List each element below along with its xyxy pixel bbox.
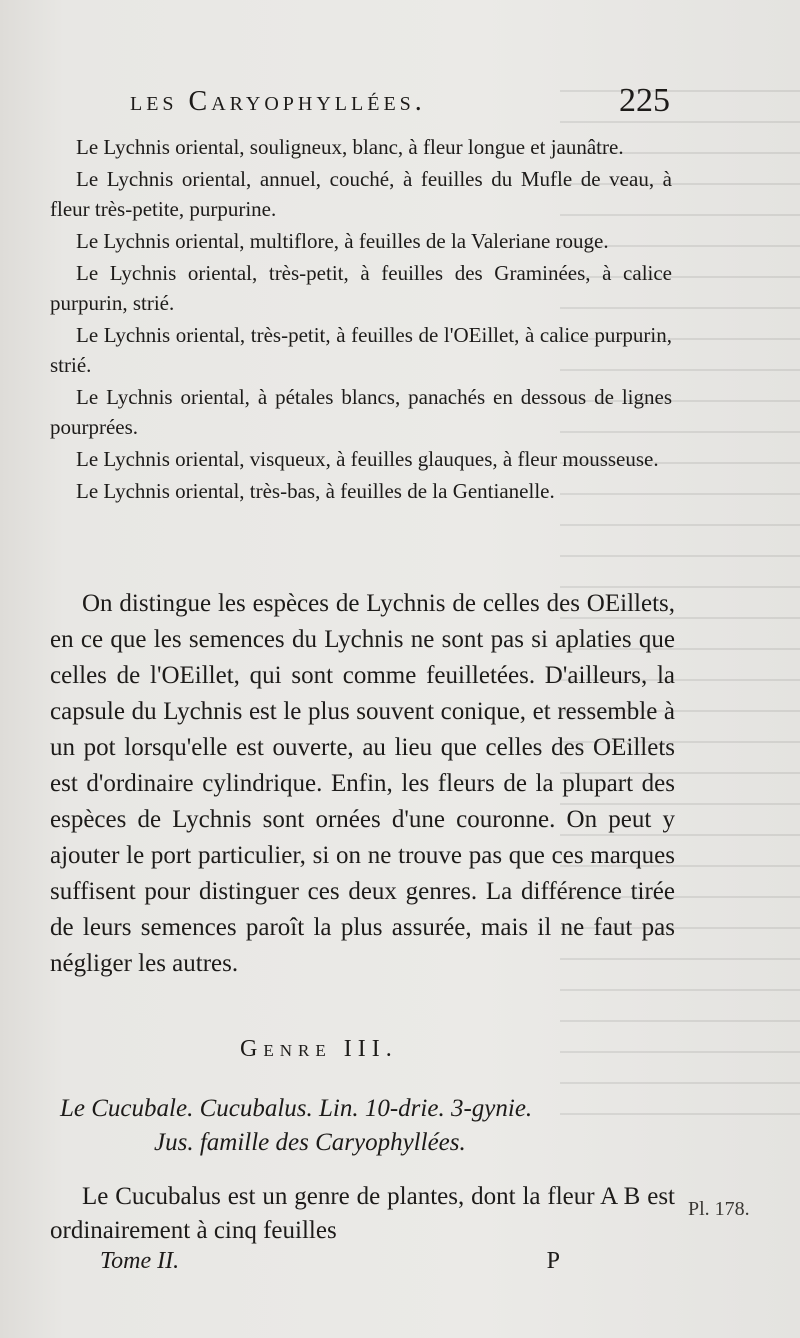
page-number: 225 (619, 82, 670, 119)
genre-heading: Genre III. (240, 1036, 398, 1062)
tome-label: Tome II. (100, 1248, 180, 1274)
species-heading (60, 1092, 680, 1160)
list-item: Le Lychnis oriental, visqueux, à feuilles glauques, à fleur mousseuse. (76, 447, 659, 471)
species-line-1: Le Cucubale. Cucubalus. Lin. 10-drie. 3-gynie. (60, 1095, 533, 1122)
page-header (130, 82, 670, 122)
list-item: Le Lychnis oriental, très-bas, à feuilles de la Gentianelle. (76, 479, 555, 503)
list-item: Le Lychnis oriental, très-petit, à feuilles de l'OEillet, à calice purpurin, strié. (50, 323, 672, 377)
body-paragraph-block (50, 586, 675, 982)
body-paragraph: On distingue les espèces de Lychnis de celles des OEillets, en ce que les semences du Lychnis ne sont pas si aplaties que celles de l'OEillet, qui sont comme feuilletées. D'ailleurs, la capsule du Lychnis est le plus souvent conique, et ressemble à un pot lorsqu'elle est ouverte, au lieu que celles des OEillets est d'ordinaire cylindrique. Enfin, les fleurs de la plupart des espèces de Lychnis sont ornées d'une couronne. On peut y ajouter le port particulier, si on ne trouve pas que ces marques suffisent pour distinguer ces deux genres. La différence tirée de leurs semences paroît la plus assurée, mais il ne faut pas négliger les autres. (50, 590, 675, 977)
species-line-2: Jus. famille des Caryophyllées. (154, 1129, 466, 1156)
species-list (50, 132, 672, 508)
running-head: les Caryophyllées. (130, 86, 426, 117)
signature-mark: P (546, 1248, 560, 1274)
plate-reference: Pl. 178. (688, 1198, 750, 1220)
list-item: Le Lychnis oriental, très-petit, à feuilles des Graminées, à calice purpurin, strié. (50, 261, 672, 315)
final-paragraph-block (50, 1180, 675, 1248)
list-item: Le Lychnis oriental, annuel, couché, à feuilles du Mufle de veau, à fleur très-petite, purpurine. (50, 167, 672, 221)
final-paragraph: Le Cucubalus est un genre de plantes, dont la fleur A B est ordinairement à cinq feuilles (50, 1183, 675, 1244)
list-item: Le Lychnis oriental, à pétales blancs, panachés en dessous de lignes pourprées. (50, 385, 672, 439)
list-item: Le Lychnis oriental, souligneux, blanc, à fleur longue et jaunâtre. (76, 135, 624, 159)
list-item: Le Lychnis oriental, multiflore, à feuilles de la Valeriane rouge. (76, 229, 609, 253)
